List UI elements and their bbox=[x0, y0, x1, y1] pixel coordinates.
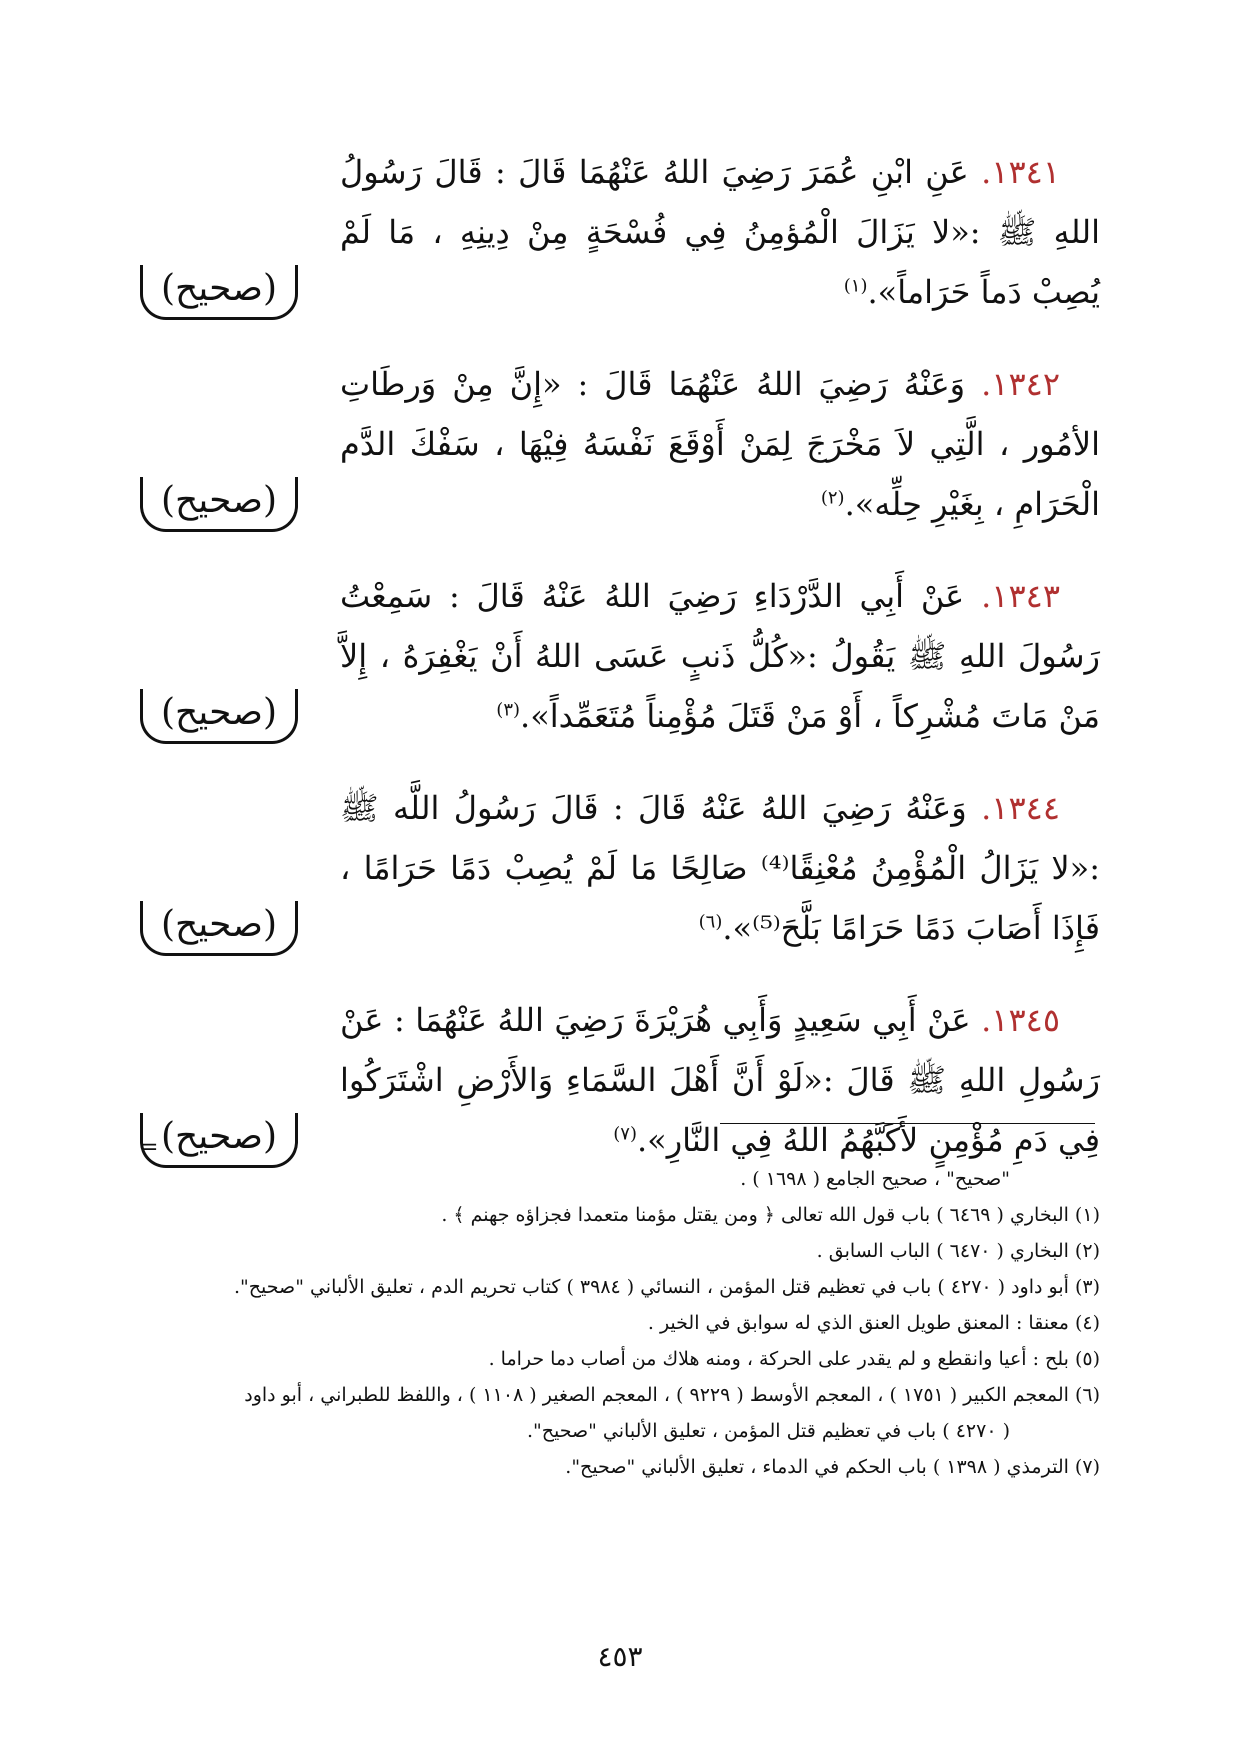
footnote-separator bbox=[720, 1123, 1095, 1124]
footnote-ref: (٢) bbox=[820, 487, 845, 509]
footnote-continuation: "صحيح" ، صحيح الجامع ( ١٦٩٨ ) . bbox=[740, 1168, 1010, 1190]
continuation-mark: = bbox=[140, 1135, 159, 1160]
page-number: ٤٥٣ bbox=[597, 1640, 643, 1673]
footnote-ref: (١) bbox=[843, 275, 868, 297]
footnote-ref: (٣) bbox=[496, 699, 521, 721]
hadith-text: وَعَنْهُ رَضِيَ اللهُ عَنْهُ قَالَ : قَالَ رَسُولُ اللَّه ﷺ :«لا يَزَالُ الْمُؤْمِنُ مُعْنِقًا⁽⁴⁾ صَالِحًا مَا لَمْ يُصِبْ دَمًا حَرَامًا ، فَإِذَا أَصَابَ دَمًا حَرَامًا بَلَّحَ⁽⁵⁾». bbox=[340, 789, 1101, 947]
hadith-number: ١٣٤٤. bbox=[981, 789, 1061, 827]
footnote-7: (٧) الترمذي ( ١٣٩٨ ) باب الحكم في الدماء ، تعليق الألباني "صحيح". bbox=[565, 1456, 1100, 1478]
hadith-number: ١٣٤٣. bbox=[981, 577, 1061, 615]
hadith-number: ١٣٤٥. bbox=[981, 1001, 1060, 1039]
hadith-1344 bbox=[140, 778, 1100, 958]
hadith-1342 bbox=[140, 354, 1100, 534]
footnote-1: (١) البخاري ( ٦٤٦٩ ) باب قول الله تعالى ﴿ ومن يقتل مؤمنا متعمدا فجزاؤه جهنم ﴾ . bbox=[441, 1204, 1100, 1226]
footnote-3: (٣) أبو داود ( ٤٢٧٠ ) باب في تعظيم قتل المؤمن ، النسائي ( ٣٩٨٤ ) كتاب تحريم الدم ، تعليق الألباني "صحيح". bbox=[234, 1276, 1100, 1298]
hadith-1341 bbox=[140, 142, 1100, 322]
footnote-6: (٦) المعجم الكبير ( ١٧٥١ ) ، المعجم الأوسط ( ٩٢٢٩ ) ، المعجم الصغير ( ١١٠٨ ) ، واللفظ للطبراني ، أبو داود bbox=[244, 1384, 1100, 1406]
hadith-number: ١٣٤٢. bbox=[981, 365, 1061, 403]
grade-label: (صحيح) bbox=[140, 477, 298, 532]
grade-label: (صحيح) bbox=[140, 901, 298, 956]
grade-label: (صحيح) bbox=[140, 1113, 298, 1168]
grade-label: (صحيح) bbox=[140, 265, 298, 320]
hadith-text: عَنِ ابْنِ عُمَرَ رَضِيَ اللهُ عَنْهُمَا قَالَ : قَالَ رَسُولُ اللهِ ﷺ :«لا يَزَالَ الْمُؤمِنُ فِي فُسْحَةٍ مِنْ دِينِهِ ، مَا لَمْ يُصِبْ دَماً حَرَاماً». bbox=[340, 153, 1101, 311]
footnote-6-continuation: ( ٤٢٧٠ ) باب في تعظيم قتل المؤمن ، تعليق الألباني "صحيح". bbox=[526, 1420, 1010, 1442]
hadith-list bbox=[140, 110, 1100, 1186]
footnote-ref: (٦) bbox=[698, 911, 723, 933]
hadith-text: عَنْ أَبِي سَعِيدٍ وَأَبِي هُرَيْرَةَ رَضِيَ اللهُ عَنْهُمَا : عَنْ رَسُولِ اللهِ ﷺ قَالَ :«لَوْ أَنَّ أَهْلَ السَّمَاءِ وَالأَرْضِ اشْتَرَكُوا فِي دَمِ مُؤْمِنٍ لأَكَبَّهُمُ اللهُ فِي النَّارِ». bbox=[340, 1001, 1100, 1159]
footnotes bbox=[140, 1135, 1100, 1485]
grade-label: (صحيح) bbox=[140, 689, 298, 744]
footnote-2: (٢) البخاري ( ٦٤٧٠ ) الباب السابق . bbox=[816, 1240, 1100, 1262]
hadith-number: ١٣٤١. bbox=[981, 153, 1061, 191]
hadith-text: وَعَنْهُ رَضِيَ اللهُ عَنْهُمَا قَالَ : «إِنَّ مِنْ وَرطَاتِ الأمُور ، الَّتِي لاَ مَخْرَجَ لِمَنْ أَوْقَعَ نَفْسَهُ فِيْهَا ، سَفْكَ الدَّم الْحَرَامِ ، بِغَيْرِ حِلِّه». bbox=[340, 365, 1100, 523]
hadith-text: عَنْ أَبِي الدَّرْدَاءِ رَضِيَ اللهُ عَنْهُ قَالَ : سَمِعْتُ رَسُولَ اللهِ ﷺ يَقُولُ :«كُلُّ ذَنبٍ عَسَى اللهُ أَنْ يَغْفِرَهُ ، إِلاَّ مَنْ مَاتَ مُشْرِكاً ، أَوْ مَنْ قَتَلَ مُؤْمِناً مُتَعَمِّداً». bbox=[340, 577, 1101, 735]
hadith-1343 bbox=[140, 566, 1100, 746]
footnote-ref: (٧) bbox=[613, 1123, 637, 1145]
footnote-4: (٤) معنقا : المعنق طويل العنق الذي له سوابق في الخير . bbox=[647, 1312, 1100, 1334]
footnote-5: (٥) بلح : أعيا وانقطع و لم يقدر على الحركة ، ومنه هلاك من أصاب دما حراما . bbox=[488, 1348, 1100, 1370]
